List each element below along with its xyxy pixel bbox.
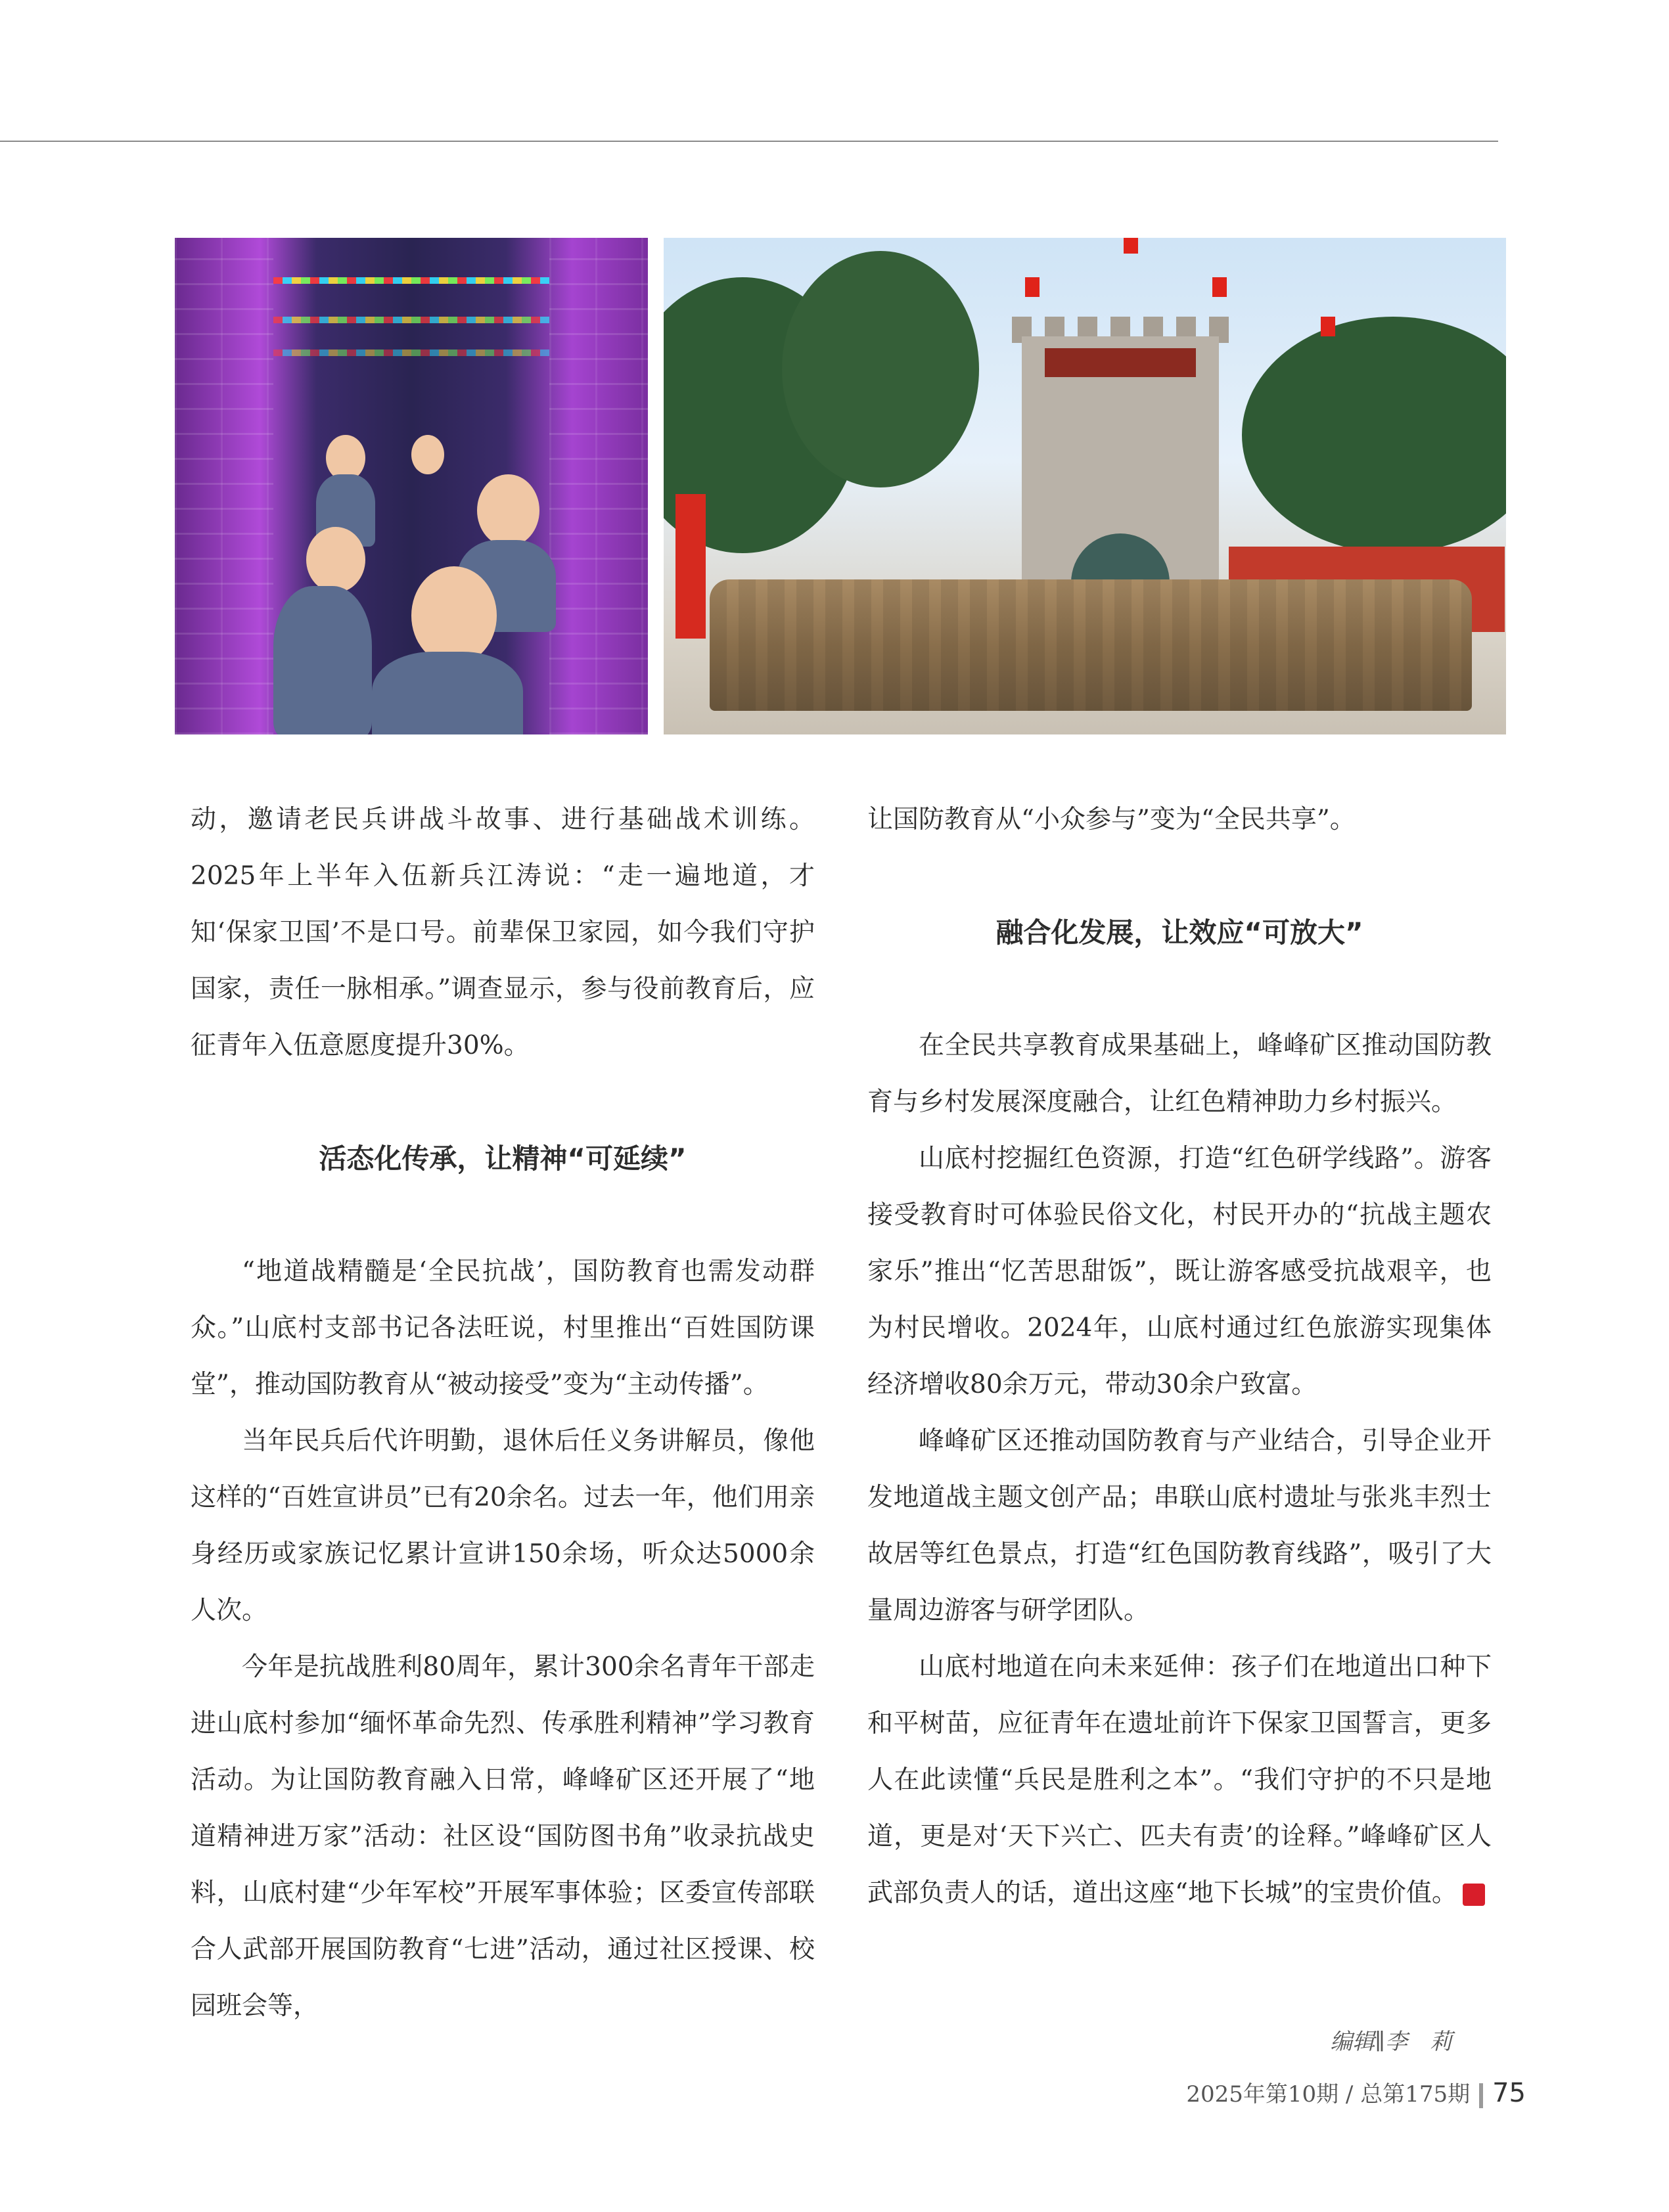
page-number: 75: [1492, 2078, 1526, 2108]
left-paragraph-1: 动，邀请老民兵讲战斗故事、进行基础战术训练。2025年上半年入伍新兵江涛说：“走一遍地道，才知‘保家卫国’不是口号。前辈保卫家园，如今我们守护国家，责任一脉相承。”调查显示，参与役前教育后，应征青年入伍意愿度提升30%。: [191, 805, 815, 1060]
right-paragraph-2: 在全民共享教育成果基础上，峰峰矿区推动国防教育与乡村发展深度融合，让红色精神助力乡村振兴。: [867, 1031, 1492, 1117]
left-paragraph-4: 今年是抗战胜利80周年，累计300余名青年干部走进山底村参加“缅怀革命先烈、传承胜利精神”学习教育活动。为让国防教育融入日常，峰峰矿区还开展了“地道精神进万家”活动：社区设“国防图书角”收录抗战史料，山底村建“少年军校”开展军事体验；区委宣传部联合人武部开展国防教育“七进”活动，通过社区授课、校园班会等，: [191, 1652, 815, 2021]
section-heading-living-heritage: 活态化传承，让精神“可延续”: [319, 1142, 687, 1175]
header-rule: [0, 141, 1498, 142]
right-paragraph-3: 山底村挖掘红色资源，打造“红色研学线路”。游客接受教育时可体验民俗文化，村民开办的“抗战主题农家乐”推出“忆苦思甜饭”，既让游客感受抗战艰辛，也为村民增收。2024年，山底村通过红色旅游实现集体经济增收80余万元，带动30余户致富。: [867, 1144, 1492, 1399]
issue-info: 2025年第10期 / 总第175期: [1186, 2081, 1471, 2108]
right-column: [867, 792, 1529, 1922]
left-paragraph-3: 当年民兵后代许明勤，退休后任义务讲解员，像他这样的“百姓宣讲员”已有20余名。过去一年，他们用亲身经历或家族记忆累计宣讲150余场，听众达5000余人次。: [191, 1426, 815, 1625]
right-paragraph-1: 让国防教育从“小众参与”变为“全民共享”。: [867, 805, 1356, 834]
right-paragraph-4: 峰峰矿区还推动国防教育与产业结合，引导企业开发地道战主题文创产品；串联山底村遗址与张兆丰烈士故居等红色景点，打造“红色国防教育线路”，吸引了大量周边游客与研学团队。: [867, 1426, 1492, 1625]
end-mark-icon: G: [1463, 1884, 1485, 1906]
section-heading-integrated-development: 融合化发展，让效应“可放大”: [995, 916, 1363, 949]
tunnel-children-photo: [175, 238, 648, 734]
page-footer: [1186, 2076, 1526, 2108]
left-paragraph-2: “地道战精髓是‘全民抗战’，国防教育也需发动群众。”山底村支部书记各法旺说，村里推出“百姓国防课堂”，推动国防教育从“被动接受”变为“主动传播”。: [191, 1257, 815, 1399]
footer-divider: [1479, 2083, 1483, 2108]
troops-gate-photo: [664, 238, 1506, 734]
editor-credit: 编辑∥李 莉: [1330, 2029, 1452, 2055]
left-column: [191, 792, 815, 2035]
right-paragraph-5: 山底村地道在向未来延伸：孩子们在地道出口种下和平树苗，应征青年在遗址前许下保家卫国誓言，更多人在此读懂“兵民是胜利之本”。“我们守护的不只是地道，更是对‘天下兴亡、匹夫有责’的诠释。”峰峰矿区人武部负责人的话，道出这座“地下长城”的宝贵价值。: [867, 1652, 1492, 1908]
